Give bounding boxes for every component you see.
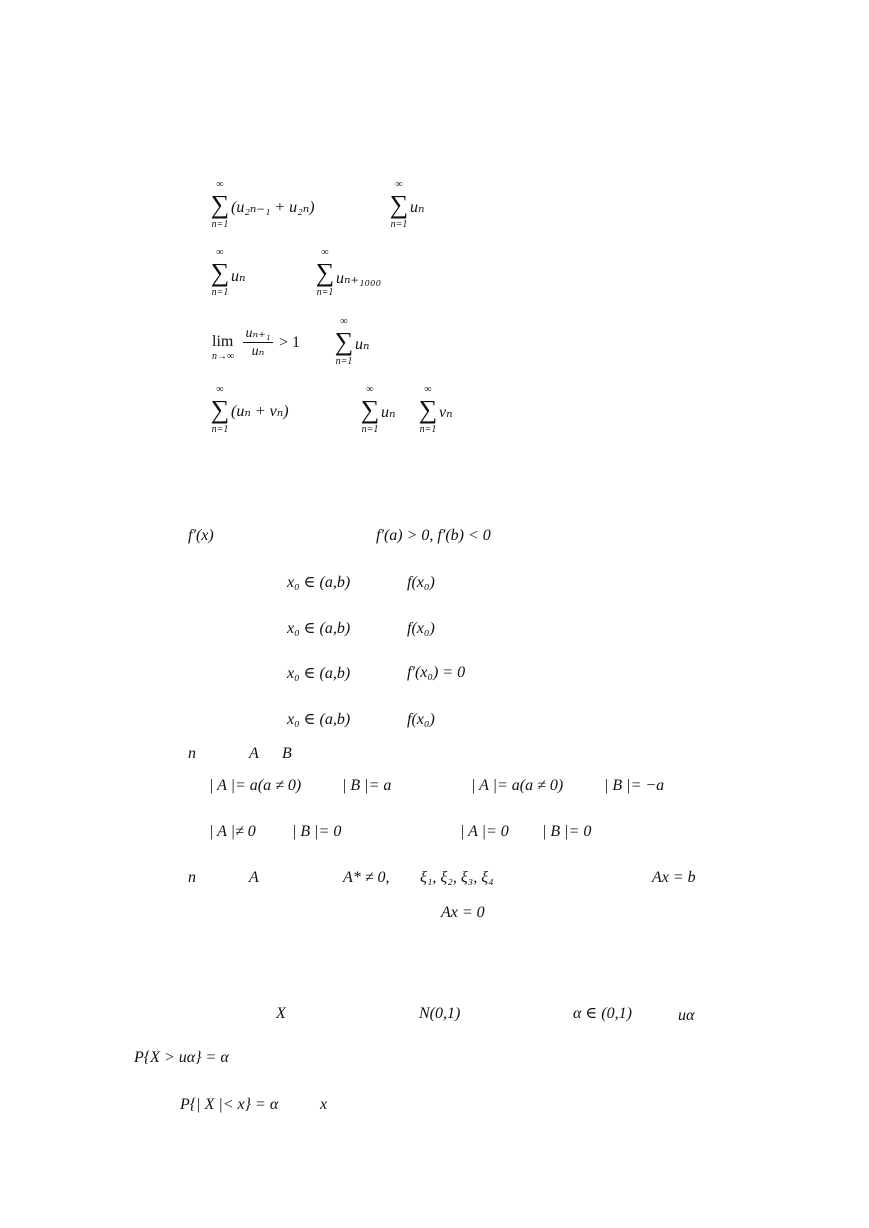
- homogeneous-system: Ax = 0: [441, 904, 485, 921]
- option-expression: f(x₀): [407, 574, 435, 591]
- absolute-probability: P{| X |< x} = α: [180, 1096, 279, 1113]
- option-point: x₀ ∈ (a,b): [287, 665, 351, 682]
- option-c-right: | B |= 0: [292, 823, 342, 840]
- option-point: x₀ ∈ (a,b): [287, 711, 351, 728]
- system-matrix: A: [249, 869, 259, 886]
- option-expression: f(x₀): [407, 711, 435, 728]
- nonhomogeneous-system: Ax = b: [652, 869, 696, 886]
- series-expression: uₙ: [231, 268, 246, 285]
- relation: > 1: [279, 334, 301, 351]
- option-d-left: | A |= 0: [460, 823, 509, 840]
- series-expression: (u₂ₙ₋₁ + u₂ₙ): [231, 199, 315, 216]
- option-d-right: | B |= 0: [542, 823, 592, 840]
- series-expression: uₙ: [410, 199, 425, 216]
- matrix-a: A: [249, 745, 259, 762]
- series-expression: uₙ: [355, 336, 370, 353]
- series-expression: uₙ₊₁₀₀₀: [336, 270, 382, 287]
- option-point: x₀ ∈ (a,b): [287, 574, 351, 591]
- option-point: x₀ ∈ (a,b): [287, 620, 351, 637]
- quantile-definition: P{X > uα} = α: [134, 1049, 229, 1066]
- series-expression: uₙ: [381, 404, 396, 421]
- normal-distribution: N(0,1): [419, 1005, 461, 1022]
- derivative-function: f′(x): [188, 527, 214, 544]
- quantile-symbol: uα: [678, 1007, 695, 1024]
- unknown-x: x: [320, 1096, 328, 1113]
- column-vectors: ξ₁, ξ₂, ξ₃, ξ₄: [420, 869, 494, 886]
- matrix-b: B: [282, 745, 292, 762]
- option-b-right: | B |= −a: [604, 777, 665, 794]
- matrix-order: n: [188, 745, 196, 762]
- document-page: ∞ ∑ n=1 (u₂ₙ₋₁ + u₂ₙ) ∞ ∑ n=1 uₙ ∞ ∑ n=1 uₙ ∞ ∑ n=1 uₙ₊₁₀₀₀ lim n→∞ uₙ₊₁ uₙ > 1 ∞ ∑ n=1 uₙ ∞ ∑ n=1 (uₙ + vₙ) ∞ ∑ n=1 uₙ ∞ ∑ n=1 vₙ f′(x) f′(a) > 0, f′(b) < 0 x₀ ∈ (a,b) f(x₀) x₀ ∈ (a,b) f(x₀) x₀ ∈ (a,b) f′(x₀) = 0 x₀ ∈ (a,b) f(x₀) n A B | A |= a(a ≠ 0) | B |= a | A |= a(a ≠ 0) | B |= −a | A |≠ 0 | B |= 0 | A |= 0 | B |= 0 n A A* ≠ 0, ξ₁, ξ₂, ξ₃, ξ₄ Ax = b Ax = 0 X N(0,1) α ∈ (0,1) uα P{X > uα} = α P{| X |< x} = α x: [134, 179, 696, 1113]
- random-variable: X: [276, 1005, 286, 1022]
- option-b-left: | A |= a(a ≠ 0): [471, 777, 564, 794]
- option-a-left: | A |= a(a ≠ 0): [209, 777, 302, 794]
- option-c-left: | A |≠ 0: [209, 823, 256, 840]
- series-expression: (uₙ + vₙ): [231, 403, 289, 420]
- derivative-condition: f′(a) > 0, f′(b) < 0: [376, 527, 491, 544]
- option-expression: f(x₀): [407, 620, 435, 637]
- alpha-range: α ∈ (0,1): [573, 1005, 632, 1022]
- ratio-fraction: uₙ₊₁ uₙ: [243, 326, 273, 359]
- system-order: n: [188, 869, 196, 886]
- option-expression: f′(x₀) = 0: [407, 664, 466, 681]
- series-expression: vₙ: [439, 404, 453, 421]
- adjugate-condition: A* ≠ 0,: [343, 869, 390, 886]
- option-a-right: | B |= a: [342, 777, 392, 794]
